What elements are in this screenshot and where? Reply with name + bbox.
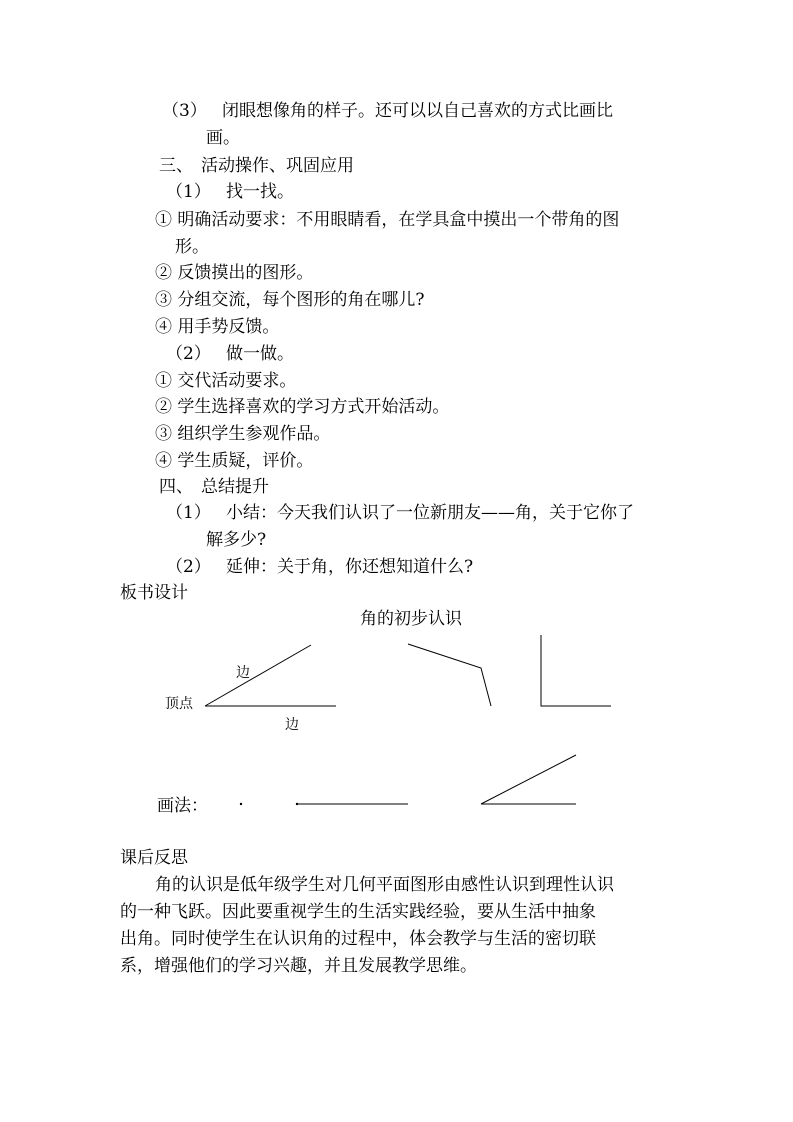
section-4-heading: 四、 总结提升 <box>159 477 269 497</box>
item-1d: ④ 用手势反馈。 <box>155 317 280 337</box>
draw-method-label: 画法： <box>157 796 208 816</box>
label-edge-bottom: 边 <box>285 717 299 733</box>
step-3: （3） 闭眼想像角的样子。还可以以自己喜欢的方式比画比 <box>162 101 613 121</box>
obtuse-figure <box>408 644 491 706</box>
reflection-heading: 课后反思 <box>120 848 188 868</box>
method-point <box>240 803 242 805</box>
reflection-line-1: 角的认识是低年级学生对几何平面图形由感性认识到理性认识 <box>155 875 614 895</box>
part-1: （1） 找一找。 <box>166 182 294 202</box>
step-3-cont: 画。 <box>206 128 240 148</box>
label-vertex: 顶点 <box>165 696 193 712</box>
part-2: （2） 做一做。 <box>166 344 294 364</box>
item-2c: ③ 组织学生参观作品。 <box>155 424 331 444</box>
item-2a: ① 交代活动要求。 <box>155 371 297 391</box>
label-edge-top: 边 <box>236 665 250 681</box>
reflection-line-4: 系，增强他们的学习兴趣，并且发展教学思维。 <box>120 956 477 976</box>
summary-1: （1） 小结：今天我们认识了一位新朋友——角，关于它你了 <box>166 503 634 523</box>
right-angle-figure <box>541 635 611 706</box>
angle-edge-upper <box>205 645 311 706</box>
section-3-heading: 三、 活动操作、巩固应用 <box>159 156 354 176</box>
method-ray-start <box>296 803 298 805</box>
item-2b: ② 学生选择喜欢的学习方式开始活动。 <box>155 397 450 417</box>
board-title: 角的初步认识 <box>360 609 462 629</box>
item-1b: ② 反馈摸出的图形。 <box>155 263 314 283</box>
summary-2: （2） 延伸：关于角，你还想知道什么? <box>166 557 474 577</box>
reflection-line-3: 出角。同时使学生在认识角的过程中，体会教学与生活的密切联 <box>120 929 596 949</box>
reflection-line-2: 的一种飞跃。因此要重视学生的生活实践经验，要从生活中抽象 <box>120 902 596 922</box>
method-angle-upper <box>481 755 576 804</box>
item-1a: ① 明确活动要求：不用眼睛看，在学具盒中摸出一个带角的图 <box>155 210 620 230</box>
board-heading: 板书设计 <box>120 583 188 603</box>
item-1c: ③ 分组交流，每个图形的角在哪儿? <box>155 290 425 310</box>
summary-1-cont: 解多少? <box>206 530 267 550</box>
item-2d: ④ 学生质疑，评价。 <box>155 451 314 471</box>
item-1a-cont: 形。 <box>175 237 209 257</box>
